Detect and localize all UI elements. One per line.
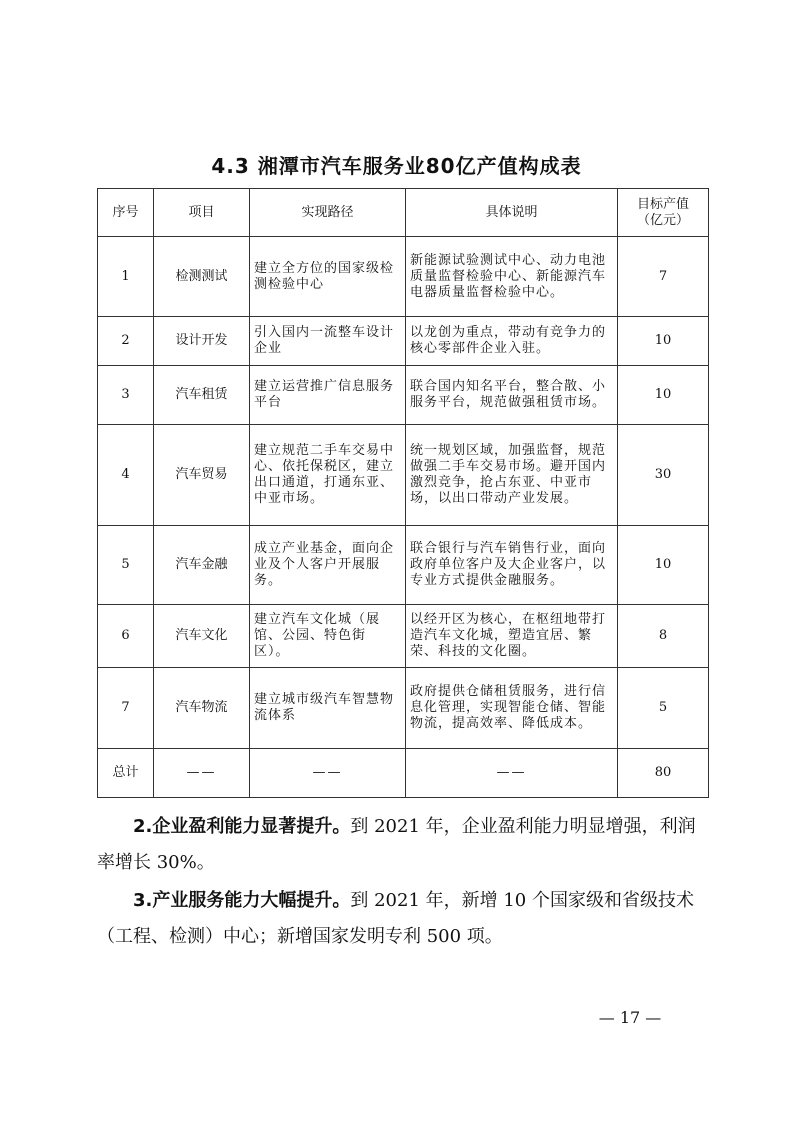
row-number: 5 xyxy=(98,526,154,605)
table-header-row xyxy=(98,189,709,237)
row-path: 成立产业基金，面向企业及个人客户开展服务。 xyxy=(250,526,406,605)
output-value-table xyxy=(97,188,709,798)
row-target-value: 10 xyxy=(618,317,709,366)
row-target-value: 10 xyxy=(618,526,709,605)
header-cell: 具体说明 xyxy=(406,189,618,237)
total-value: 80 xyxy=(618,749,709,798)
row-item: 检测测试 xyxy=(154,237,250,317)
table-row xyxy=(98,366,709,425)
row-number: 3 xyxy=(98,366,154,425)
paragraph-profitability xyxy=(97,809,708,881)
row-number: 2 xyxy=(98,317,154,366)
row-item: 汽车文化 xyxy=(154,605,250,668)
paragraph-body: 到 2021 年，新增 10 个国家级和省级技术（工程、检测）中心；新增国家发明专利 500 项。 xyxy=(97,890,694,947)
row-description: 新能源试验测试中心、动力电池质量监督检验中心、新能源汽车电器质量监督检验中心。 xyxy=(406,237,618,317)
row-item: 设计开发 xyxy=(154,317,250,366)
table-row xyxy=(98,317,709,366)
row-target-value: 8 xyxy=(618,605,709,668)
header-cell: 实现路径 xyxy=(250,189,406,237)
row-target-value: 5 xyxy=(618,668,709,749)
table-row xyxy=(98,605,709,668)
row-item: 汽车贸易 xyxy=(154,425,250,526)
row-item: 汽车物流 xyxy=(154,668,250,749)
row-path: 建立规范二手车交易中心、依托保税区，建立出口通道，打通东亚、中亚市场。 xyxy=(250,425,406,526)
row-description: 以龙创为重点，带动有竞争力的核心零部件企业入驻。 xyxy=(406,317,618,366)
row-target-value: 10 xyxy=(618,366,709,425)
table-title: 4.3 湘潭市汽车服务业80亿产值构成表 xyxy=(211,154,582,178)
row-number: 7 xyxy=(98,668,154,749)
table-row xyxy=(98,668,709,749)
total-label: 总计 xyxy=(98,749,154,798)
total-path: —— xyxy=(250,749,406,798)
row-number: 4 xyxy=(98,425,154,526)
row-item: 汽车金融 xyxy=(154,526,250,605)
table-row xyxy=(98,425,709,526)
row-description: 以经开区为核心，在枢纽地带打造汽车文化城，塑造宜居、繁荣、科技的文化圈。 xyxy=(406,605,618,668)
row-path: 建立全方位的国家级检测检验中心 xyxy=(250,237,406,317)
row-path: 建立城市级汽车智慧物流体系 xyxy=(250,668,406,749)
paragraph-heading: 2.企业盈利能力显著提升。 xyxy=(133,816,351,837)
paragraph-service-capacity xyxy=(97,883,708,955)
table-total-row xyxy=(98,749,709,798)
header-cell: 序号 xyxy=(98,189,154,237)
row-path: 建立运营推广信息服务平台 xyxy=(250,366,406,425)
header-cell: 项目 xyxy=(154,189,250,237)
table-row xyxy=(98,526,709,605)
row-target-value: 30 xyxy=(618,425,709,526)
row-description: 统一规划区域，加强监督，规范做强二手车交易市场。避开国内激烈竞争，抢占东亚、中亚市场，以出口带动产业发展。 xyxy=(406,425,618,526)
row-description: 联合银行与汽车销售行业，面向政府单位客户及大企业客户，以专业方式提供金融服务。 xyxy=(406,526,618,605)
row-path: 建立汽车文化城（展馆、公园、特色街区）。 xyxy=(250,605,406,668)
row-number: 1 xyxy=(98,237,154,317)
paragraph-heading: 3.产业服务能力大幅提升。 xyxy=(133,890,351,911)
total-item: —— xyxy=(154,749,250,798)
row-path: 引入国内一流整车设计企业 xyxy=(250,317,406,366)
row-description: 政府提供仓储租赁服务，进行信息化管理，实现智能仓储、智能物流，提高效率、降低成本。 xyxy=(406,668,618,749)
header-cell: 目标产值（亿元） xyxy=(618,189,709,237)
total-description: —— xyxy=(406,749,618,798)
row-description: 联合国内知名平台，整合散、小服务平台，规范做强租赁市场。 xyxy=(406,366,618,425)
table-row xyxy=(98,237,709,317)
row-number: 6 xyxy=(98,605,154,668)
paragraph-body: 到 2021 年，企业盈利能力明显增强，利润率增长 30%。 xyxy=(97,816,696,873)
row-target-value: 7 xyxy=(618,237,709,317)
row-item: 汽车租赁 xyxy=(154,366,250,425)
page-number: — 17 — xyxy=(598,1008,662,1027)
